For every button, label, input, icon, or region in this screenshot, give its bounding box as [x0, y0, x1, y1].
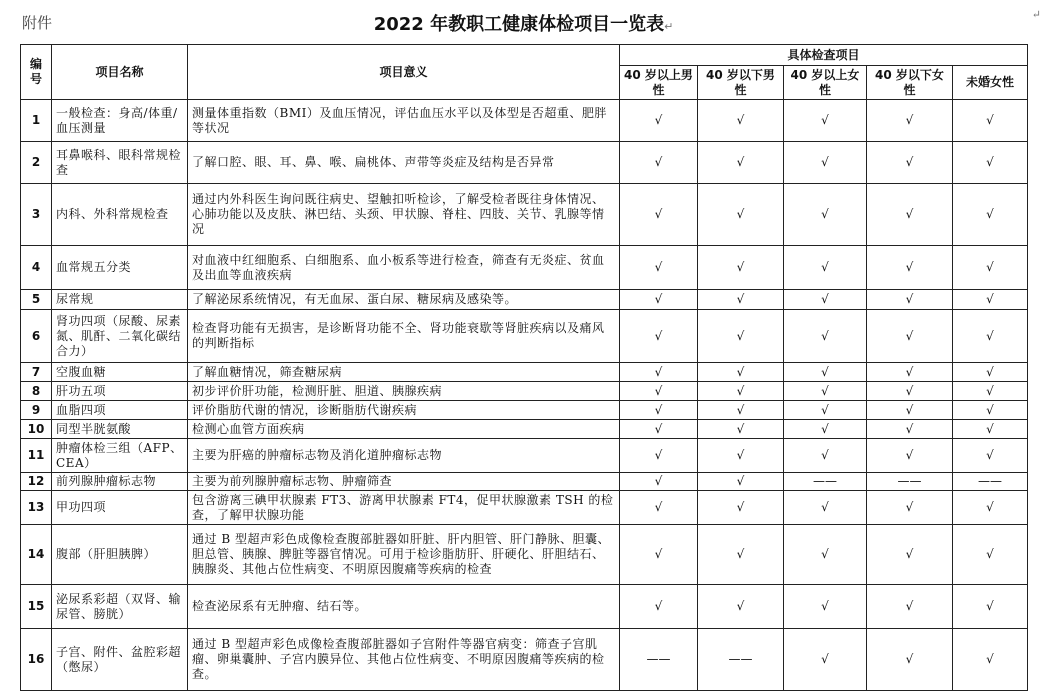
item-meaning: 测量体重指数（BMI）及血压情况，评估血压水平以及体型是否超重、肥胖等状况	[188, 100, 620, 142]
check-cell: √	[953, 525, 1028, 585]
item-name: 肾功四项（尿酸、尿素氮、肌酐、二氧化碳结合力）	[52, 310, 188, 363]
check-cell: √	[698, 473, 784, 491]
item-meaning: 了解血糖情况，筛查糖尿病	[188, 363, 620, 382]
check-cell: √	[784, 142, 867, 184]
row-number: 3	[21, 184, 52, 246]
table-row	[21, 420, 1028, 439]
header-col-2: 40 岁以上女 性	[784, 66, 867, 100]
table-row	[21, 491, 1028, 525]
row-number: 5	[21, 290, 52, 310]
check-cell: √	[698, 100, 784, 142]
check-cell: √	[867, 184, 953, 246]
check-cell: √	[698, 310, 784, 363]
row-number: 16	[21, 629, 52, 691]
check-cell: ——	[698, 629, 784, 691]
check-cell: √	[620, 420, 698, 439]
table-row	[21, 585, 1028, 629]
row-number: 9	[21, 401, 52, 420]
check-cell: √	[867, 310, 953, 363]
check-cell: √	[784, 290, 867, 310]
check-cell: √	[620, 363, 698, 382]
table-row	[21, 525, 1028, 585]
table-row	[21, 184, 1028, 246]
checkup-table	[20, 44, 1028, 691]
check-cell: √	[620, 310, 698, 363]
item-meaning: 通过内外科医生询问既往病史、望触扣听检诊，了解受检者既往身体情况、心肺功能以及皮肤、淋巴结、头颈、甲状腺、脊柱、四肢、关节、乳腺等情况	[188, 184, 620, 246]
check-cell: √	[698, 491, 784, 525]
header-col-3: 40 岁以下女 性	[867, 66, 953, 100]
row-number: 2	[21, 142, 52, 184]
check-cell: √	[953, 420, 1028, 439]
item-meaning: 初步评价肝功能，检测肝脏、胆道、胰腺疾病	[188, 382, 620, 401]
check-cell: √	[953, 382, 1028, 401]
check-cell: √	[953, 585, 1028, 629]
item-name: 前列腺肿瘤标志物	[52, 473, 188, 491]
check-cell: √	[784, 310, 867, 363]
item-meaning: 检查肾功能有无损害，是诊断肾功能不全、肾功能衰歇等肾脏疾病以及痛风的判断指标	[188, 310, 620, 363]
check-cell: √	[784, 246, 867, 290]
header-group: 具体检查项目	[620, 45, 1028, 66]
check-cell: √	[620, 491, 698, 525]
row-number: 10	[21, 420, 52, 439]
check-cell: √	[784, 363, 867, 382]
item-meaning: 通过 B 型超声彩色成像检查腹部脏器如子宫附件等器官病变：筛查子宫肌瘤、卵巢囊肿、子宫内膜异位、其他占位性病变、不明原因腹痛等疾病的检查。	[188, 629, 620, 691]
row-number: 13	[21, 491, 52, 525]
item-meaning: 主要为前列腺肿瘤标志物、肿瘤筛查	[188, 473, 620, 491]
table-row	[21, 100, 1028, 142]
check-cell: √	[698, 246, 784, 290]
check-cell: √	[784, 100, 867, 142]
check-cell: ——	[620, 629, 698, 691]
check-cell: √	[620, 439, 698, 473]
check-cell: √	[953, 401, 1028, 420]
check-cell: √	[698, 420, 784, 439]
item-name: 一般检查：身高/体重/血压测量	[52, 100, 188, 142]
check-cell: √	[698, 363, 784, 382]
check-cell: √	[867, 363, 953, 382]
item-name: 甲功四项	[52, 491, 188, 525]
item-meaning: 对血液中红细胞系、白细胞系、血小板系等进行检查，筛查有无炎症、贫血及出血等血液疾病	[188, 246, 620, 290]
check-cell: √	[953, 290, 1028, 310]
check-cell: √	[784, 401, 867, 420]
item-name: 尿常规	[52, 290, 188, 310]
table-row	[21, 290, 1028, 310]
row-number: 11	[21, 439, 52, 473]
check-cell: √	[867, 100, 953, 142]
item-name: 子宫、附件、盆腔彩超（憋尿）	[52, 629, 188, 691]
row-number: 1	[21, 100, 52, 142]
item-meaning: 了解口腔、眼、耳、鼻、喉、扁桃体、声带等炎症及结构是否异常	[188, 142, 620, 184]
check-cell: √	[953, 142, 1028, 184]
check-cell: √	[867, 525, 953, 585]
check-cell: √	[867, 290, 953, 310]
table-row	[21, 629, 1028, 691]
table-row	[21, 439, 1028, 473]
check-cell: √	[698, 525, 784, 585]
check-cell: ——	[867, 473, 953, 491]
check-cell: √	[867, 142, 953, 184]
check-cell: √	[784, 439, 867, 473]
item-name: 血脂四项	[52, 401, 188, 420]
attachment-label: 附件	[22, 14, 53, 32]
item-name: 腹部（肝胆胰脾）	[52, 525, 188, 585]
check-cell: √	[953, 184, 1028, 246]
check-cell: √	[953, 439, 1028, 473]
check-cell: √	[784, 420, 867, 439]
header-meaning: 项目意义	[188, 45, 620, 100]
check-cell: ——	[784, 473, 867, 491]
check-cell: √	[698, 290, 784, 310]
header-col-0: 40 岁以上男 性	[620, 66, 698, 100]
header-num: 编号	[21, 45, 52, 100]
table-row	[21, 473, 1028, 491]
check-cell: √	[953, 100, 1028, 142]
check-cell: √	[784, 629, 867, 691]
check-cell: √	[620, 290, 698, 310]
check-cell: √	[867, 439, 953, 473]
check-cell: √	[784, 184, 867, 246]
check-cell: √	[784, 491, 867, 525]
row-number: 4	[21, 246, 52, 290]
check-cell: √	[620, 246, 698, 290]
check-cell: √	[953, 310, 1028, 363]
item-name: 同型半胱氨酸	[52, 420, 188, 439]
check-cell: √	[953, 491, 1028, 525]
check-cell: √	[620, 142, 698, 184]
check-cell: √	[867, 382, 953, 401]
check-cell: √	[620, 100, 698, 142]
check-cell: √	[867, 491, 953, 525]
item-meaning: 主要为肝癌的肿瘤标志物及消化道肿瘤标志物	[188, 439, 620, 473]
check-cell: √	[698, 184, 784, 246]
item-name: 泌尿系彩超（双肾、输尿管、膀胱）	[52, 585, 188, 629]
check-cell: √	[620, 585, 698, 629]
item-name: 肝功五项	[52, 382, 188, 401]
table-row	[21, 382, 1028, 401]
item-meaning: 检查泌尿系有无肿瘤、结石等。	[188, 585, 620, 629]
check-cell: ——	[953, 473, 1028, 491]
row-number: 12	[21, 473, 52, 491]
header-col-1: 40 岁以下男 性	[698, 66, 784, 100]
check-cell: √	[620, 473, 698, 491]
item-name: 血常规五分类	[52, 246, 188, 290]
check-cell: √	[953, 363, 1028, 382]
header-col-4: 未婚女性	[953, 66, 1028, 100]
row-number: 7	[21, 363, 52, 382]
check-cell: √	[953, 629, 1028, 691]
check-cell: √	[867, 246, 953, 290]
table-row	[21, 363, 1028, 382]
paragraph-mark: ↵	[1031, 8, 1041, 21]
page-title: 2022 年教职工健康体检项目一览表↵	[373, 14, 674, 35]
item-meaning: 包含游离三碘甲状腺素 FT3、游离甲状腺素 FT4，促甲状腺激素 TSH 的检查，了解甲状腺功能	[188, 491, 620, 525]
check-cell: √	[784, 525, 867, 585]
check-cell: √	[620, 401, 698, 420]
item-name: 耳鼻喉科、眼科常规检查	[52, 142, 188, 184]
table-row	[21, 142, 1028, 184]
check-cell: √	[698, 401, 784, 420]
table-row	[21, 310, 1028, 363]
item-name: 内科、外科常规检查	[52, 184, 188, 246]
check-cell: √	[867, 585, 953, 629]
row-number: 15	[21, 585, 52, 629]
item-meaning: 通过 B 型超声彩色成像检查腹部脏器如肝脏、肝内胆管、肝门静脉、胆囊、胆总管、胰腺、脾脏等器官情况。可用于检诊脂肪肝、肝硬化、肝胆结石、胰腺炎、其他占位性病变、不明原因腹痛等疾病的检查	[188, 525, 620, 585]
item-meaning: 了解泌尿系统情况，有无血尿、蛋白尿、糖尿病及感染等。	[188, 290, 620, 310]
check-cell: √	[698, 439, 784, 473]
check-cell: √	[698, 585, 784, 629]
item-name: 肿瘤体检三组（AFP、CEA）	[52, 439, 188, 473]
header-name: 项目名称	[52, 45, 188, 100]
check-cell: √	[620, 525, 698, 585]
row-number: 14	[21, 525, 52, 585]
item-meaning: 检测心血管方面疾病	[188, 420, 620, 439]
check-cell: √	[867, 420, 953, 439]
check-cell: √	[698, 142, 784, 184]
check-cell: √	[867, 401, 953, 420]
row-number: 8	[21, 382, 52, 401]
check-cell: √	[953, 246, 1028, 290]
check-cell: √	[620, 184, 698, 246]
check-cell: √	[784, 585, 867, 629]
table-row	[21, 401, 1028, 420]
row-number: 6	[21, 310, 52, 363]
check-cell: √	[620, 382, 698, 401]
check-cell: √	[784, 382, 867, 401]
item-name: 空腹血糖	[52, 363, 188, 382]
table-row	[21, 246, 1028, 290]
check-cell: √	[698, 382, 784, 401]
check-cell: √	[867, 629, 953, 691]
item-meaning: 评价脂肪代谢的情况，诊断脂肪代谢疾病	[188, 401, 620, 420]
